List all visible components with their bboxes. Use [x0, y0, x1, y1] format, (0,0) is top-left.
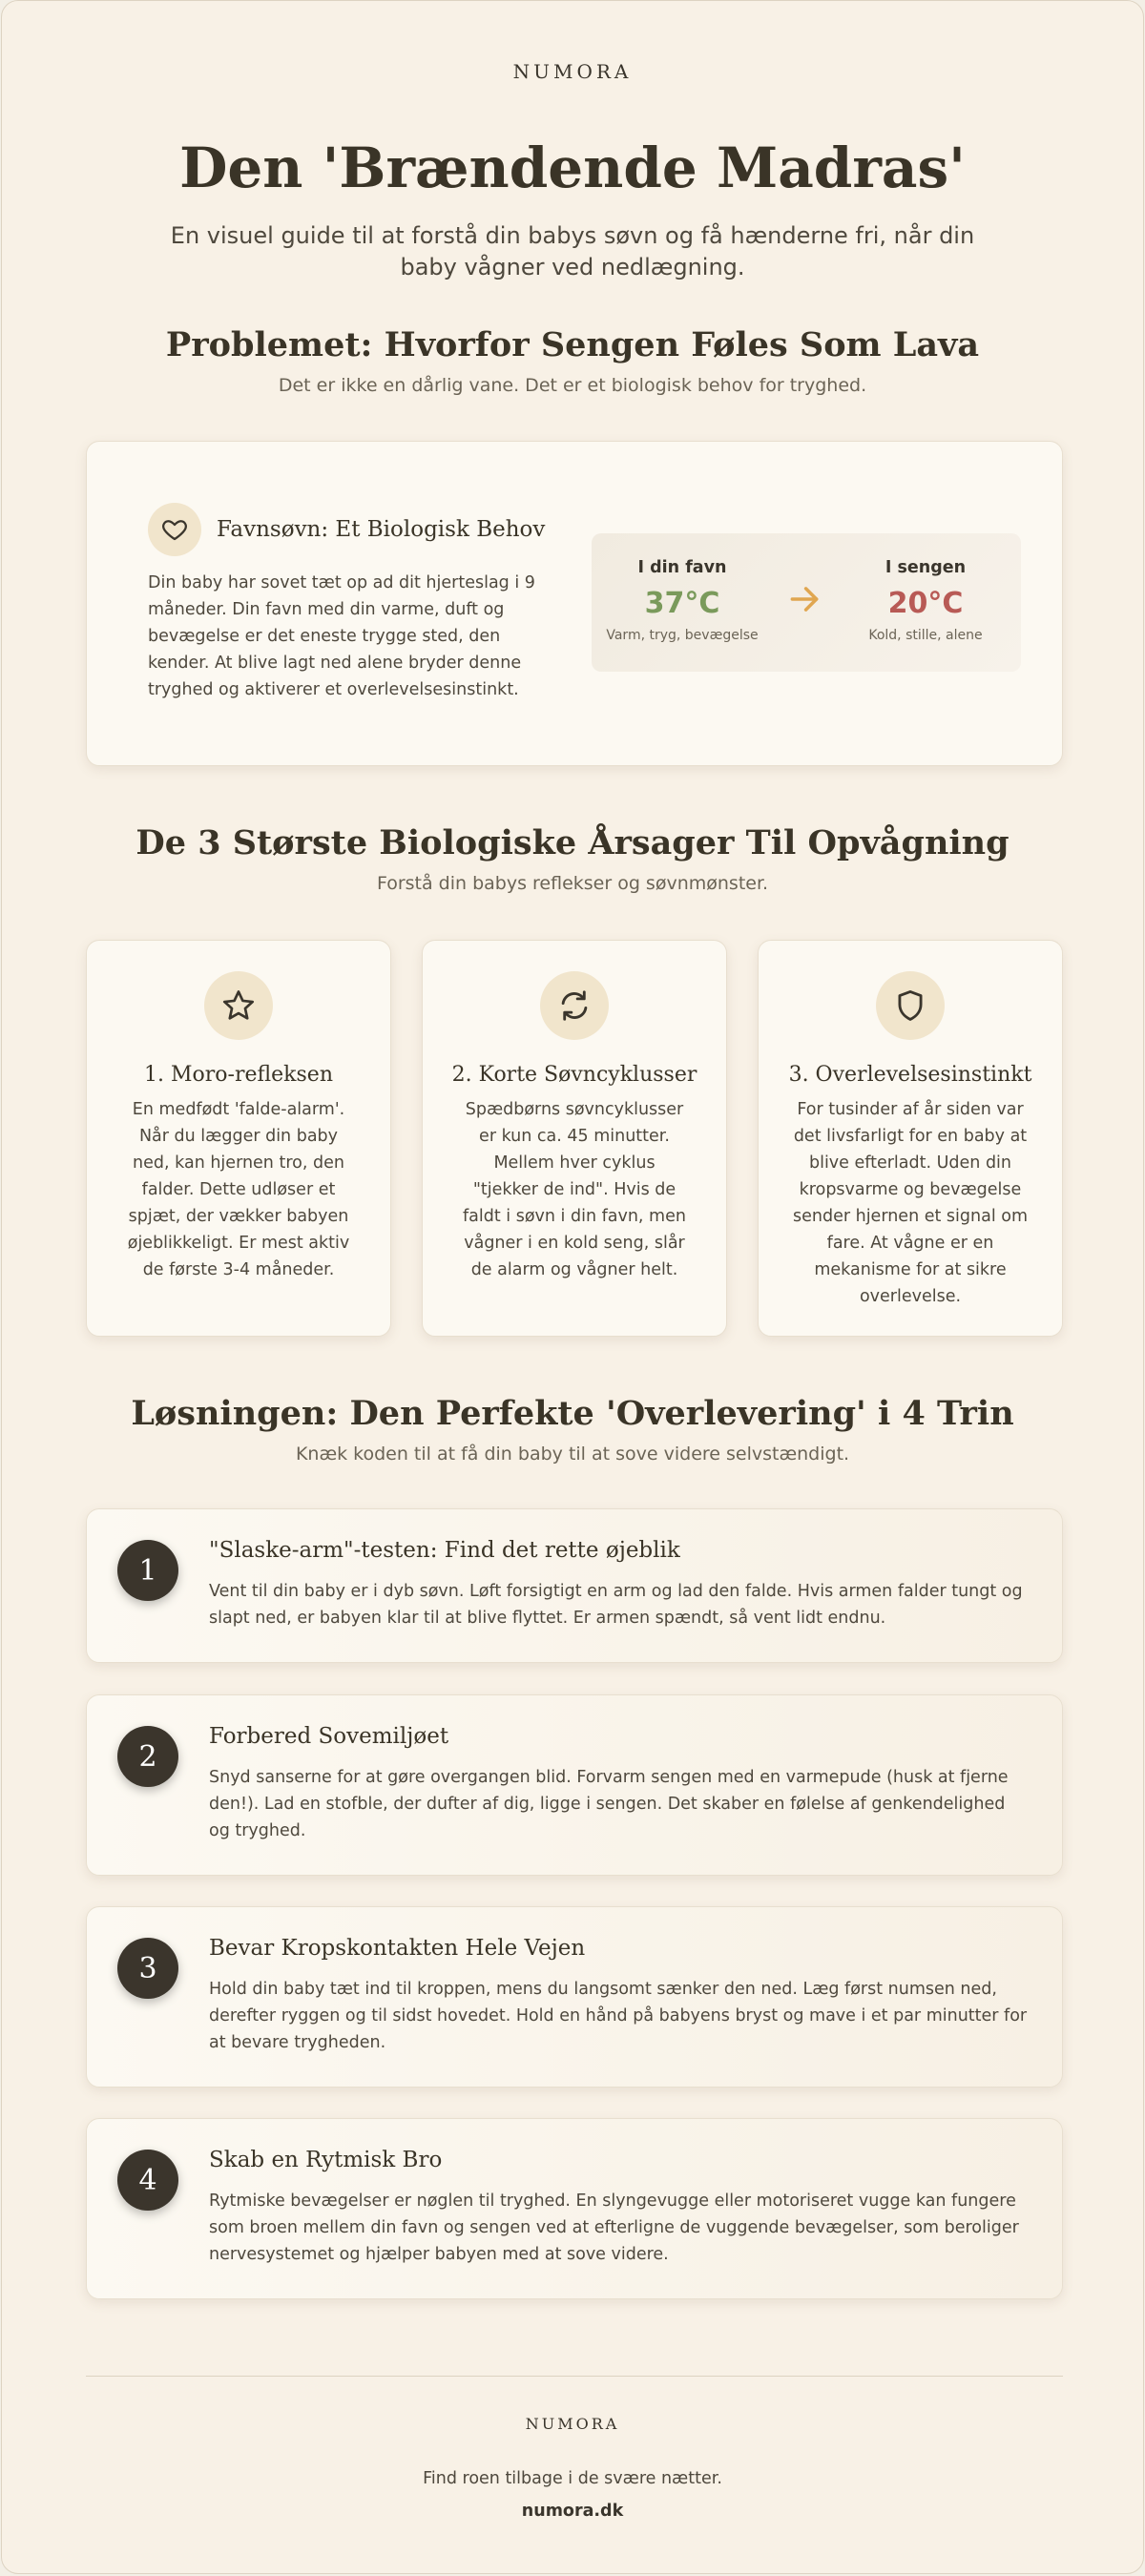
warm-description: Varm, tryg, bevægelse — [606, 628, 759, 643]
footer-divider — [86, 2376, 1063, 2377]
cause-card — [86, 940, 391, 1337]
problem-card — [86, 441, 1063, 766]
temperature-compare — [592, 533, 1021, 672]
cause-card — [758, 940, 1063, 1337]
solution-subtitle: Knæk koden til at få din baby til at sove videre selvstændigt. — [295, 1444, 850, 1465]
warm-temperature: 37°C — [644, 587, 720, 620]
step-title: "Slaske-arm"-testen: Find det rette øjeblik — [209, 1538, 680, 1563]
step-number: 3 — [117, 1938, 178, 1999]
solution-section — [2, 1394, 1143, 1465]
footer-link[interactable]: numora.dk — [521, 2502, 624, 2521]
arrow-right-icon — [786, 581, 822, 621]
step-title: Skab en Rytmisk Bro — [209, 2148, 443, 2172]
compare-warm — [592, 533, 773, 643]
step-text: Vent til din baby er i dyb søvn. Løft forsigtigt en arm og lad den falde. Hvis armen falder tungt og slapt ned, er babyen klar til at blive flyttet. Er armen spændt, så vent lidt endnu. — [209, 1582, 1023, 1628]
problem-section — [2, 325, 1143, 396]
cause-title: 2. Korte Søvncyklusser — [451, 1063, 697, 1087]
footer-brand: NUMORA — [525, 2415, 620, 2433]
footer — [2, 2415, 1143, 2521]
step-text: Hold din baby tæt ind til kroppen, mens du langsomt sænker den ned. Læg først numsen ned, derefter ryggen og til sidst hovedet. Hold en hånd på babyens bryst og mave i et par minutter for at bevare trygheden. — [209, 1980, 1028, 2052]
cold-temperature: 20°C — [887, 587, 964, 620]
causes-subtitle: Forstå din babys reflekser og søvnmønster. — [376, 873, 769, 894]
step-title: Forbered Sovemiljøet — [209, 1724, 449, 1749]
page — [1, 0, 1144, 2574]
compare-cold — [835, 533, 1016, 643]
cold-description: Kold, stille, alene — [868, 628, 983, 643]
cause-text: En medfødt 'falde-alarm'. Når du lægger din baby ned, kan hjernen tro, den falder. Dette udløser et spjæt, der vækker babyen øjeblikkeligt. Er mest aktiv de første 3-4 måneder. — [127, 1100, 350, 1279]
page-title: Den 'Brændende Madras' — [179, 135, 966, 200]
solution-title: Løsningen: Den Perfekte 'Overlevering' i 4 Trin — [131, 1394, 1014, 1433]
step-title: Bevar Kropskontakten Hele Vejen — [209, 1936, 586, 1961]
cause-card — [422, 940, 727, 1337]
cause-title: 3. Overlevelsesinstinkt — [788, 1063, 1032, 1087]
problem-card-title: Favnsøvn: Et Biologisk Behov — [217, 517, 546, 542]
cause-title: 1. Moro-refleksen — [144, 1063, 333, 1087]
causes-section — [2, 823, 1143, 894]
page-intro: En visuel guide til at forstå din babys søvn og få hænderne fri, når din baby vågner ved nedlægning. — [170, 221, 975, 281]
shield-icon — [876, 971, 945, 1040]
problem-subtitle: Det er ikke en dårlig vane. Det er et biologisk behov for tryghed. — [278, 375, 867, 396]
warm-label: I din favn — [637, 558, 727, 577]
step-text: Snyd sanserne for at gøre overgangen blid. Forvarm sengen med en varmepude (husk at fjerne den!). Lad en stofble, der dufter af dig, ligge i sengen. Det skaber en følelse af genkendelighed og tryghed. — [209, 1768, 1009, 1840]
step-text: Rytmiske bevægelser er nøglen til tryghed. En slyngevugge eller motoriseret vugge kan fungere som broen mellem din favn og sengen ved at efterligne de vuggende bevægelser, som beroliger nervesystemet og hjælper babyen med at sove videre. — [209, 2192, 1019, 2264]
heart-icon — [148, 503, 201, 556]
causes-title: De 3 Største Biologiske Årsager Til Opvågning — [135, 823, 1010, 862]
step-number: 1 — [117, 1540, 178, 1601]
footer-tagline: Find roen tilbage i de svære nætter. — [423, 2469, 722, 2488]
refresh-icon — [540, 971, 609, 1040]
step-number: 4 — [117, 2150, 178, 2211]
cause-text: For tusinder af år siden var det livsfarligt for en baby at blive efterladt. Uden din kropsvarme og bevægelse sender hjernen et signal om fare. At vågne er en mekanisme for at sikre overlevelse. — [793, 1100, 1028, 1306]
cause-text: Spædbørns søvncyklusser er kun ca. 45 minutter. Mellem hver cyklus "tjekker de ind". Hvis de faldt i søvn i din favn, men vågner i en kold seng, slår de alarm og vågner helt. — [463, 1100, 686, 1279]
problem-title: Problemet: Hvorfor Sengen Føles Som Lava — [165, 325, 980, 364]
step-card — [86, 1508, 1063, 1663]
problem-card-text: Din baby har sovet tæt op ad dit hjerteslag i 9 måneder. Din favn med din varme, duft og bevægelse er det eneste trygge sted, den kender. At blive lagt ned alene bryder denne tryghed og aktiverer et overlevelsesinstinkt. — [148, 573, 535, 699]
step-card — [86, 1694, 1063, 1876]
step-card — [86, 1906, 1063, 2088]
star-icon — [204, 971, 273, 1040]
cold-label: I sengen — [885, 558, 967, 577]
step-card — [86, 2118, 1063, 2299]
brand-logo: NUMORA — [512, 60, 633, 83]
step-number: 2 — [117, 1726, 178, 1787]
